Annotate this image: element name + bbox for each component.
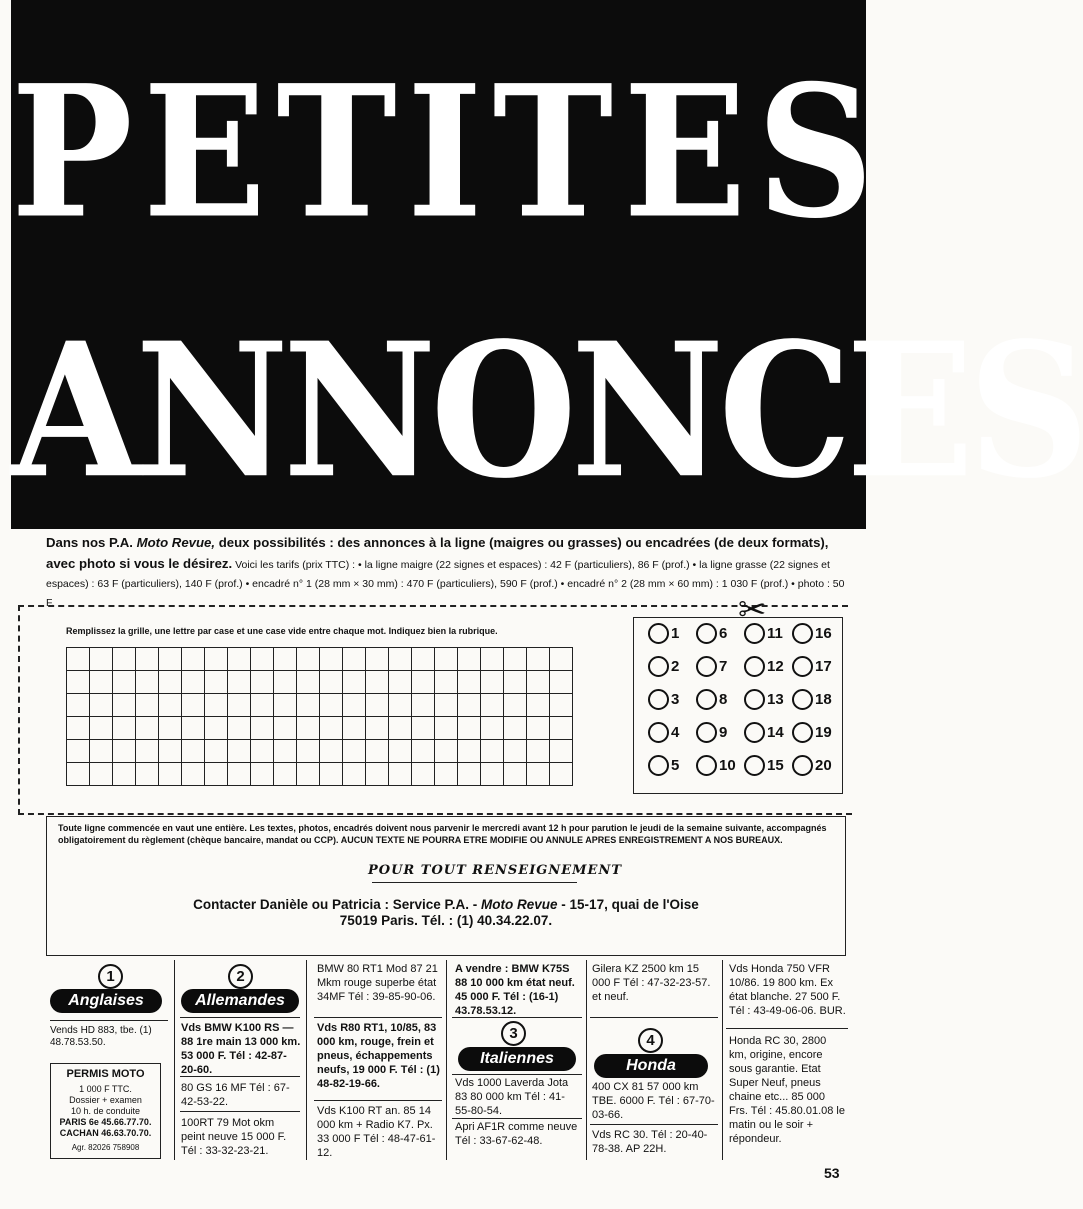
grid-cell[interactable] [297, 763, 320, 786]
grid-cell[interactable] [366, 763, 389, 786]
grid-cell[interactable] [297, 717, 320, 740]
radio-circle-icon[interactable] [744, 755, 765, 776]
grid-cell[interactable] [90, 740, 113, 763]
grid-cell[interactable] [504, 671, 527, 694]
grid-cell[interactable] [274, 694, 297, 717]
rubric-option[interactable] [648, 755, 679, 776]
title-line-2: ANNONCES [11, 301, 1083, 520]
separator [314, 1100, 442, 1101]
grid-cell[interactable] [297, 740, 320, 763]
grid-cell[interactable] [274, 740, 297, 763]
contact-a: Contacter Danièle ou Patricia : Service P.A. - [193, 897, 482, 912]
grid-cell[interactable] [550, 671, 573, 694]
ad-col6-1: Vds Honda 750 VFR 10/86. 19 800 km. Ex état blanche. 27 500 F. Tél : 43-49-06-06. BUR. [729, 963, 846, 1017]
grid-cell[interactable] [67, 694, 90, 717]
grid-cell[interactable] [228, 763, 251, 786]
column-divider [722, 960, 723, 1160]
radio-circle-icon[interactable] [696, 722, 717, 743]
ad-anglaises-1: Vends HD 883, tbe. (1) 48.78.53.50. [50, 1025, 152, 1048]
rubric-number: 9 [719, 724, 728, 741]
grid-cell[interactable] [297, 671, 320, 694]
rubric-number: 20 [815, 757, 832, 774]
intro-lead-b: deux possibilités : des annonces à la ligne (maigres ou grasses) ou encadrées (de deux formats), avec photo si vous le désirez. [46, 535, 829, 571]
grid-cell[interactable] [481, 671, 504, 694]
grid-cell[interactable] [320, 694, 343, 717]
grid-cell[interactable] [90, 648, 113, 671]
intro-tarifs: Voici les tarifs (prix TTC) : • la ligne maigre (22 signes et espaces) : 42 F (particuliers), 86 F (prof.) • la ligne grasse (22 signes et espaces) : 63 F (particuliers), 140 F (prof.) • encadré n° 1 (28 mm × 30 mm) : 470 F (particuliers), 590 F (prof.) • encadré n° 2 (28 mm × 60 mm) : 1 030 F (prof.) • photo : 50 F. [46, 559, 845, 609]
radio-circle-icon[interactable] [792, 623, 813, 644]
category-number-4: 4 [638, 1028, 663, 1053]
grid-cell[interactable] [159, 717, 182, 740]
intro-magazine: Moto Revue, [136, 535, 216, 550]
rubric-option[interactable] [792, 755, 832, 776]
ad-col5-1: Gilera KZ 2500 km 15 000 F Tél : 47-32-23-57. et neuf. [592, 963, 711, 1003]
form-instruction: Remplissez la grille, une lettre par case et une case vide entre chaque mot. Indiquez bien la rubrique. [66, 626, 498, 636]
grid-cell[interactable] [274, 648, 297, 671]
grid-cell[interactable] [320, 740, 343, 763]
grid-cell[interactable] [481, 648, 504, 671]
grid-cell[interactable] [113, 740, 136, 763]
grid-cell[interactable] [228, 740, 251, 763]
ad-col3-1: BMW 80 RT1 Mod 87 21 Mkm rouge superbe état 34MF Tél : 39-85-90-06. [317, 963, 438, 1003]
grid-cell[interactable] [205, 694, 228, 717]
ad-allemandes-1: Vds BMW K100 RS — 88 1re main 13 000 km. 53 000 F. Tél : 42-87-20-60. [181, 1022, 301, 1076]
radio-circle-icon[interactable] [744, 722, 765, 743]
separator [590, 1017, 718, 1018]
rubric-number: 17 [815, 658, 832, 675]
separator [180, 1076, 300, 1077]
rubric-option[interactable] [648, 689, 679, 710]
grid-cell[interactable] [228, 717, 251, 740]
grid-cell[interactable] [366, 671, 389, 694]
rubric-number: 15 [767, 757, 784, 774]
permis-price: 1 000 F TTC. [79, 1084, 132, 1094]
column-divider [586, 960, 587, 1160]
rubric-number: 8 [719, 691, 728, 708]
contact-line-1 [46, 897, 846, 912]
separator [452, 1118, 582, 1119]
grid-cell[interactable] [389, 648, 412, 671]
info-heading-underline [372, 882, 577, 883]
rubric-option[interactable] [744, 689, 784, 710]
category-honda: Honda [594, 1054, 708, 1078]
rubric-option[interactable] [744, 656, 784, 677]
grid-cell[interactable] [389, 740, 412, 763]
grid-cell[interactable] [504, 648, 527, 671]
grid-cell[interactable] [527, 694, 550, 717]
page-number: 53 [824, 1165, 840, 1181]
grid-cell[interactable] [366, 648, 389, 671]
grid-cell[interactable] [366, 694, 389, 717]
grid-cell[interactable] [136, 694, 159, 717]
column-divider [306, 960, 307, 1160]
grid-cell[interactable] [113, 717, 136, 740]
intro-lead-a: Dans nos P.A. [46, 535, 137, 550]
grid-cell[interactable] [251, 763, 274, 786]
grid-cell[interactable] [159, 671, 182, 694]
separator [590, 1124, 718, 1125]
rubric-option[interactable] [696, 623, 727, 644]
grid-cell[interactable] [159, 740, 182, 763]
grid-cell[interactable] [182, 648, 205, 671]
permis-line-3: PARIS 6e 45.66.77.70. [59, 1117, 152, 1127]
permis-agr: Agr. 82026 758908 [71, 1143, 140, 1152]
radio-circle-icon[interactable] [744, 623, 765, 644]
grid-cell[interactable] [412, 763, 435, 786]
intro-text [46, 533, 846, 613]
permis-title: PERMIS MOTO [66, 1068, 145, 1080]
separator [180, 1017, 300, 1018]
grid-cell[interactable] [343, 740, 366, 763]
grid-cell[interactable] [67, 671, 90, 694]
category-anglaises: Anglaises [50, 989, 162, 1013]
rubric-number: 5 [671, 757, 680, 774]
grid-cell[interactable] [90, 671, 113, 694]
title-banner [11, 0, 1083, 529]
grid-cell[interactable] [251, 717, 274, 740]
grid-cell[interactable] [113, 671, 136, 694]
grid-cell[interactable] [389, 671, 412, 694]
category-italiennes: Italiennes [458, 1047, 576, 1071]
grid-cell[interactable] [205, 740, 228, 763]
grid-cell[interactable] [228, 648, 251, 671]
grid-cell[interactable] [90, 694, 113, 717]
grid-cell[interactable] [550, 740, 573, 763]
separator [180, 1111, 300, 1112]
grid-cell[interactable] [527, 740, 550, 763]
rubric-option[interactable] [696, 755, 736, 776]
grid-cell[interactable] [182, 671, 205, 694]
ad-col3-2: Vds R80 RT1, 10/85, 83 000 km, rouge, frein et pneus, échappements neufs, 19 000 F. Tél : (1) 48-82-19-66. [317, 1022, 440, 1090]
rubric-option[interactable] [792, 689, 832, 710]
grid-cell[interactable] [435, 648, 458, 671]
grid-cell[interactable] [228, 671, 251, 694]
scissors-icon: ✂ [738, 591, 767, 629]
grid-cell[interactable] [435, 671, 458, 694]
rubric-option[interactable] [744, 722, 784, 743]
grid-cell[interactable] [67, 648, 90, 671]
grid-cell[interactable] [527, 717, 550, 740]
radio-circle-icon[interactable] [648, 656, 669, 677]
grid-cell[interactable] [458, 671, 481, 694]
grid-cell[interactable] [113, 694, 136, 717]
grid-cell[interactable] [504, 694, 527, 717]
info-heading: POUR TOUT RENSEIGNEMENT [368, 863, 623, 878]
grid-cell[interactable] [504, 763, 527, 786]
grid-cell[interactable] [343, 763, 366, 786]
ad-allemandes-2: 80 GS 16 MF Tél : 67-42-53-22. [181, 1082, 290, 1108]
grid-cell[interactable] [67, 763, 90, 786]
grid-cell[interactable] [435, 763, 458, 786]
grid-cell[interactable] [320, 717, 343, 740]
grid-cell[interactable] [366, 740, 389, 763]
rubric-option[interactable] [648, 722, 679, 743]
grid-cell[interactable] [205, 671, 228, 694]
radio-circle-icon[interactable] [696, 689, 717, 710]
grid-cell[interactable] [389, 717, 412, 740]
rubric-option[interactable] [744, 755, 784, 776]
ad-italiennes-2: Apri AF1R comme neuve Tél : 33-67-62-48. [455, 1121, 578, 1147]
grid-cell[interactable] [481, 740, 504, 763]
rubric-number: 12 [767, 658, 784, 675]
grid-cell[interactable] [67, 717, 90, 740]
ad-col3-3: Vds K100 RT an. 85 14 000 km + Radio K7. Px. 33 000 F Tél : 48-47-61-12. [317, 1105, 436, 1159]
separator [452, 1017, 582, 1018]
grid-cell[interactable] [136, 671, 159, 694]
grid-cell[interactable] [320, 648, 343, 671]
rubric-number: 13 [767, 691, 784, 708]
grid-cell[interactable] [343, 694, 366, 717]
rules-text: Toute ligne commencée en vaut une entière. Les textes, photos, encadrés doivent nous parvenir le mercredi avant 12 h pour parution le jeudi de la semaine suivante, accompagnés obligatoirement du règlement (chèque bancaire, mandat ou CCP). AUCUN TEXTE NE POURRA ETRE MODIFIE OU ANNULE APRES ENREGISTREMENT A NOS BUREAUX. [58, 823, 827, 845]
grid-cell[interactable] [90, 763, 113, 786]
grid-cell[interactable] [527, 763, 550, 786]
grid-cell[interactable] [251, 648, 274, 671]
permis-line-1: Dossier + examen [69, 1095, 142, 1105]
category-number-2: 2 [228, 964, 253, 989]
rubric-number: 2 [671, 658, 680, 675]
column-divider [446, 960, 447, 1160]
rubric-number: 16 [815, 625, 832, 642]
radio-circle-icon[interactable] [792, 722, 813, 743]
grid-cell[interactable] [550, 648, 573, 671]
radio-circle-icon[interactable] [744, 689, 765, 710]
grid-cell[interactable] [366, 717, 389, 740]
letter-grid[interactable] [66, 647, 573, 786]
rubric-option[interactable] [792, 722, 832, 743]
radio-circle-icon[interactable] [696, 623, 717, 644]
rubric-number: 7 [719, 658, 728, 675]
ad-honda-2: Vds RC 30. Tél : 20-40-78-38. AP 22H. [592, 1129, 708, 1155]
grid-cell[interactable] [458, 717, 481, 740]
radio-circle-icon[interactable] [648, 722, 669, 743]
grid-cell[interactable] [504, 740, 527, 763]
rubric-number: 10 [719, 757, 736, 774]
grid-cell[interactable] [205, 717, 228, 740]
grid-cell[interactable] [182, 694, 205, 717]
grid-cell[interactable] [550, 694, 573, 717]
grid-cell[interactable] [458, 648, 481, 671]
grid-cell[interactable] [136, 740, 159, 763]
grid-cell[interactable] [527, 648, 550, 671]
rubric-option[interactable] [648, 623, 679, 644]
grid-cell[interactable] [481, 694, 504, 717]
rubric-number: 1 [671, 625, 680, 642]
grid-cell[interactable] [527, 671, 550, 694]
contact-magazine: Moto Revue [481, 897, 558, 912]
radio-circle-icon[interactable] [792, 656, 813, 677]
title-line-1: PETITES [11, 46, 884, 260]
column-divider [174, 960, 175, 1160]
rubric-option[interactable] [648, 656, 679, 677]
rubric-number: 4 [671, 724, 680, 741]
grid-cell[interactable] [274, 763, 297, 786]
grid-cell[interactable] [159, 763, 182, 786]
grid-cell[interactable] [343, 717, 366, 740]
rubric-option[interactable] [792, 623, 832, 644]
category-allemandes: Allemandes [181, 989, 299, 1013]
separator [314, 1017, 442, 1018]
grid-cell[interactable] [90, 717, 113, 740]
ad-permis-moto [50, 1063, 161, 1159]
separator [452, 1074, 582, 1075]
grid-cell[interactable] [458, 763, 481, 786]
grid-cell[interactable] [320, 763, 343, 786]
permis-line-2: 10 h. de conduite [70, 1106, 141, 1116]
grid-cell[interactable] [159, 694, 182, 717]
rubric-number: 19 [815, 724, 832, 741]
grid-cell[interactable] [274, 671, 297, 694]
grid-cell[interactable] [412, 740, 435, 763]
grid-cell[interactable] [297, 694, 320, 717]
grid-cell[interactable] [182, 717, 205, 740]
contact-line-2: 75019 Paris. Tél. : (1) 40.34.22.07. [339, 913, 553, 928]
grid-cell[interactable] [182, 740, 205, 763]
separator [726, 1028, 848, 1029]
permis-line-4: CACHAN 46.63.70.70. [59, 1128, 152, 1138]
grid-cell[interactable] [205, 648, 228, 671]
cut-line [18, 605, 848, 607]
rubric-selector [633, 617, 843, 794]
grid-cell[interactable] [504, 717, 527, 740]
grid-cell[interactable] [481, 717, 504, 740]
grid-cell[interactable] [113, 648, 136, 671]
ad-honda-1: 400 CX 81 57 000 km TBE. 6000 F. Tél : 67-70-03-66. [592, 1081, 715, 1121]
rubric-number: 11 [767, 625, 783, 642]
grid-cell[interactable] [182, 763, 205, 786]
radio-circle-icon[interactable] [648, 689, 669, 710]
contact-b: - 15-17, quai de l'Oise [557, 897, 699, 912]
rubric-option[interactable] [744, 623, 783, 644]
grid-cell[interactable] [412, 694, 435, 717]
rubric-number: 3 [671, 691, 680, 708]
grid-cell[interactable] [113, 763, 136, 786]
grid-cell[interactable] [136, 763, 159, 786]
radio-circle-icon[interactable] [648, 755, 669, 776]
grid-cell[interactable] [412, 671, 435, 694]
grid-cell[interactable] [550, 763, 573, 786]
grid-cell[interactable] [481, 763, 504, 786]
ad-col6-2: Honda RC 30, 2800 km, origine, encore sous garantie. Etat Super Neuf, pneus chaine etc... 85 000 Frs. Tél : 45.80.01.08 le matin ou le soir + répondeur. [729, 1035, 845, 1145]
grid-cell[interactable] [205, 763, 228, 786]
rubric-number: 6 [719, 625, 728, 642]
ad-allemandes-3: 100RT 79 Mot okm peint neuve 15 000 F. Tél : 33-32-23-21. [181, 1117, 287, 1157]
rubric-option[interactable] [792, 656, 832, 677]
grid-cell[interactable] [435, 694, 458, 717]
rubric-option[interactable] [696, 689, 727, 710]
grid-cell[interactable] [458, 740, 481, 763]
grid-cell[interactable] [228, 694, 251, 717]
grid-cell[interactable] [550, 717, 573, 740]
rubric-option[interactable] [696, 722, 727, 743]
grid-cell[interactable] [389, 694, 412, 717]
grid-cell[interactable] [251, 694, 274, 717]
radio-circle-icon[interactable] [696, 755, 717, 776]
grid-cell[interactable] [297, 648, 320, 671]
rubric-number: 14 [767, 724, 784, 741]
grid-cell[interactable] [343, 671, 366, 694]
grid-cell[interactable] [136, 648, 159, 671]
grid-cell[interactable] [412, 717, 435, 740]
category-number-1: 1 [98, 964, 123, 989]
grid-cell[interactable] [159, 648, 182, 671]
grid-cell[interactable] [274, 717, 297, 740]
grid-cell[interactable] [412, 648, 435, 671]
grid-cell[interactable] [435, 740, 458, 763]
grid-cell[interactable] [136, 717, 159, 740]
rubric-number: 18 [815, 691, 832, 708]
radio-circle-icon[interactable] [792, 689, 813, 710]
grid-cell[interactable] [435, 717, 458, 740]
grid-cell[interactable] [67, 740, 90, 763]
radio-circle-icon[interactable] [696, 656, 717, 677]
grid-cell[interactable] [389, 763, 412, 786]
radio-circle-icon[interactable] [792, 755, 813, 776]
separator [50, 1020, 168, 1021]
radio-circle-icon[interactable] [744, 656, 765, 677]
grid-cell[interactable] [251, 740, 274, 763]
rubric-option[interactable] [696, 656, 727, 677]
grid-cell[interactable] [251, 671, 274, 694]
grid-cell[interactable] [320, 671, 343, 694]
ad-col4-1: A vendre : BMW K75S 88 10 000 km état neuf. 45 000 F. Tél : (16-1) 43.78.53.12. [455, 963, 575, 1017]
grid-cell[interactable] [458, 694, 481, 717]
category-number-3: 3 [501, 1021, 526, 1046]
radio-circle-icon[interactable] [648, 623, 669, 644]
ad-italiennes-1: Vds 1000 Laverda Jota 83 80 000 km Tél : 41-55-80-54. [455, 1077, 569, 1117]
grid-cell[interactable] [343, 648, 366, 671]
